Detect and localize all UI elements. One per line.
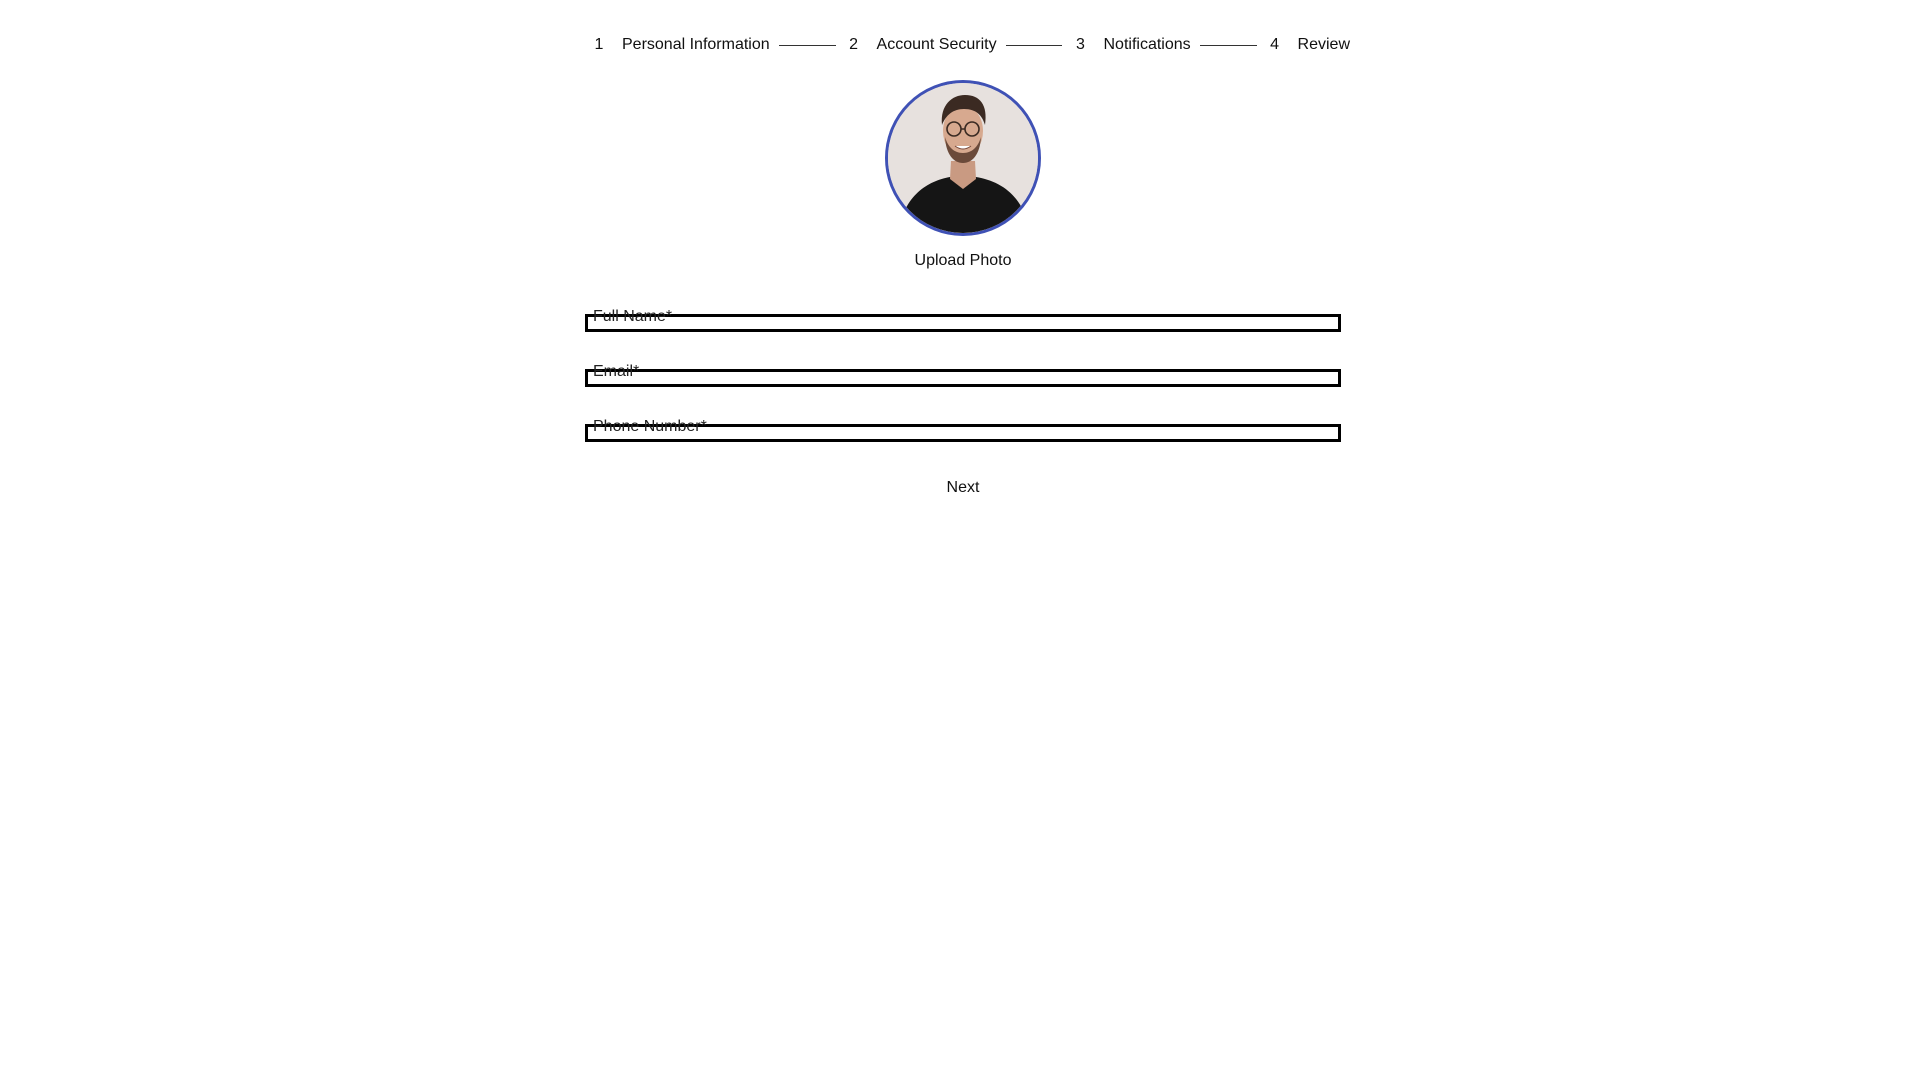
- full-name-field: [585, 310, 1341, 330]
- email-input[interactable]: [591, 372, 1331, 384]
- person-photo-icon: [888, 83, 1038, 233]
- step-notifications[interactable]: [1071, 36, 1190, 54]
- step-number: 1: [594, 36, 604, 53]
- step-label: Notifications: [1103, 36, 1191, 53]
- step-review[interactable]: [1266, 36, 1350, 54]
- step-number: 4: [1270, 36, 1279, 53]
- step-personal-information[interactable]: [590, 36, 770, 54]
- step-label: Review: [1297, 36, 1350, 53]
- full-name-label: Full Name*: [593, 308, 673, 325]
- phone-number-input[interactable]: [591, 427, 1331, 439]
- step-account-security[interactable]: [845, 36, 997, 54]
- step-label: Personal Information: [622, 36, 770, 53]
- step-connector: [1200, 45, 1257, 46]
- step-number: 3: [1076, 36, 1085, 53]
- email-field: [585, 365, 1341, 385]
- step-connector: [779, 45, 836, 46]
- step-number: 2: [849, 36, 858, 53]
- step-connector: [1006, 45, 1063, 46]
- step-label: Account Security: [876, 36, 997, 53]
- avatar[interactable]: [885, 80, 1041, 236]
- next-button[interactable]: Next: [920, 474, 1006, 502]
- phone-number-label: Phone Number*: [593, 418, 707, 435]
- email-label: Email*: [593, 363, 640, 380]
- stepper: [590, 32, 1350, 58]
- upload-photo-button[interactable]: Upload Photo: [914, 252, 1012, 269]
- phone-number-field: [585, 420, 1341, 440]
- full-name-input[interactable]: [591, 317, 1331, 329]
